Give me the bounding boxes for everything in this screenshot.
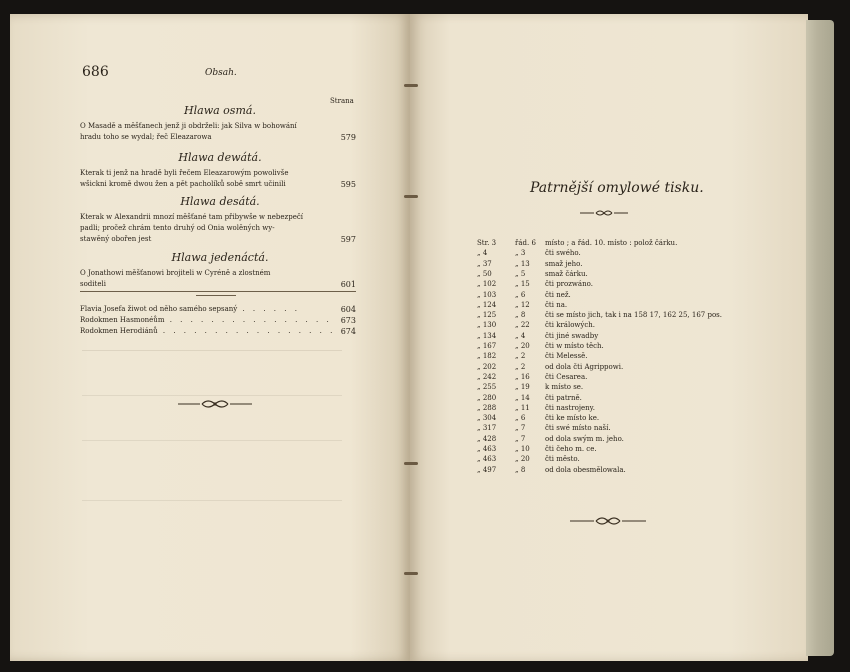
errata-page: „ 37	[477, 259, 492, 268]
errata-line: „ 10	[515, 445, 530, 453]
errata-row	[477, 259, 582, 269]
errata-correction: čti swého.	[545, 249, 581, 258]
column-label: Strana	[330, 97, 354, 105]
errata-line: „ 19	[515, 383, 530, 392]
toc-entry-label: Rodokmen Herodiánů	[80, 327, 158, 335]
errata-line: „ 2	[515, 362, 526, 371]
toc-entry-line: soditeli	[80, 280, 106, 288]
errata-page: „ 497	[477, 465, 497, 474]
errata-line: „ 4	[515, 331, 526, 340]
errata-correction: čti ke místo ke.	[545, 414, 600, 423]
running-head: Obsah.	[205, 68, 237, 78]
errata-page: „ 280	[477, 393, 497, 402]
errata-correction: čti patrně.	[545, 393, 582, 402]
errata-page: „ 428	[477, 434, 497, 443]
errata-correction: čti w místo těch.	[545, 342, 604, 350]
errata-title: Patrnější omylowé tisku.	[530, 180, 704, 196]
toc-entry-line: wšickni kromě dwou žen a pět pacholíků sobě smrt učinili	[80, 180, 286, 188]
errata-row	[477, 434, 624, 444]
errata-row	[477, 300, 567, 310]
toc-entry	[80, 168, 356, 190]
errata-page: „ 167	[477, 342, 497, 350]
toc-page-number: 604	[340, 305, 356, 314]
errata-correction: čti na.	[545, 300, 568, 309]
errata-row	[477, 310, 722, 320]
divider-rule	[196, 295, 236, 296]
errata-row	[477, 320, 595, 330]
errata-line: „ 12	[515, 300, 530, 309]
toc-entry-line: O Jonathowi měšťanowi brojiteli w Cyréně a zlostném	[80, 269, 271, 277]
toc-page-number: 597	[340, 235, 356, 244]
errata-correction: čti jiné swadby	[545, 331, 599, 340]
errata-line: „ 14	[515, 393, 530, 402]
errata-row	[477, 403, 595, 413]
errata-page: „ 134	[477, 331, 497, 340]
toc-entry-line: O Masadě a měšťanech jenž ji obdrželi: jak Silva w bohowání	[80, 122, 297, 130]
errata-correction: čti čeho m. ce.	[545, 445, 597, 453]
ornament-icon	[178, 398, 252, 410]
bleed-through	[82, 440, 342, 441]
errata-row	[477, 238, 677, 248]
errata-correction: smaž jeho.	[545, 259, 583, 268]
binding-stitch	[404, 84, 418, 87]
errata-line: „ 15	[515, 280, 530, 289]
toc-entry-line: Kterak ti jenž na hradě byli řečem Eleazarowým powolivše	[80, 169, 289, 177]
errata-correction: čti město.	[545, 455, 580, 464]
errata-row	[477, 331, 598, 341]
toc-entry: Flavia Josefa žiwot od něho samého sepsaný . . . . . . 604	[80, 305, 356, 314]
toc-page-number: 579	[340, 133, 356, 142]
errata-page: „ 103	[477, 290, 497, 299]
page-number: 686	[82, 64, 109, 80]
errata-correction: čti se místo jich, tak i na 158 17, 162 25, 167 pos.	[545, 311, 722, 320]
errata-row	[477, 393, 582, 403]
errata-line: „ 20	[515, 342, 530, 350]
errata-page: „ 4	[477, 249, 488, 258]
errata-line: „ 7	[515, 434, 526, 443]
errata-correction: smaž čárku.	[545, 269, 588, 278]
errata-row	[477, 290, 571, 300]
errata-row	[477, 423, 611, 433]
toc-entry-line: padli; pročež chrám tento druhý od Onia wolěných wy-	[80, 224, 275, 232]
errata-row	[477, 444, 597, 454]
binding-stitch	[404, 572, 418, 575]
bleed-through	[82, 500, 342, 501]
errata-page: „ 50	[477, 269, 492, 278]
errata-page: „ 102	[477, 280, 497, 289]
chapter-title: Hlawa osmá.	[184, 104, 256, 117]
errata-row	[477, 362, 623, 372]
chapter-title: Hlawa desátá.	[180, 195, 260, 208]
toc-entry-label: Rodokmen Hasmonéům	[80, 316, 165, 324]
errata-row	[477, 341, 604, 351]
errata-correction: k místo se.	[545, 383, 584, 392]
ornament-icon	[570, 515, 646, 527]
errata-page: „ 255	[477, 383, 497, 392]
errata-correction: čti než.	[545, 290, 571, 299]
errata-line: „ 7	[515, 424, 526, 433]
errata-page: „ 463	[477, 445, 497, 453]
errata-page: „ 317	[477, 424, 497, 433]
toc-entry-line: Kterak w Alexandrii mnozí měšťané tam přibywše w nebezpečí	[80, 213, 303, 221]
errata-row	[477, 351, 587, 361]
errata-line: řád. 6	[515, 239, 536, 247]
errata-line: „ 8	[515, 465, 526, 474]
errata-page: „ 202	[477, 362, 497, 371]
errata-correction: čti králowých.	[545, 321, 596, 330]
errata-line: „ 20	[515, 455, 530, 464]
errata-correction: čti swé místo naší.	[545, 424, 611, 433]
errata-correction: čti nastrojeny.	[545, 403, 595, 412]
chapter-title: Hlawa dewátá.	[178, 151, 262, 164]
errata-line: „ 3	[515, 249, 526, 258]
errata-row	[477, 248, 581, 258]
errata-row	[477, 372, 587, 382]
errata-row	[477, 269, 588, 279]
page-edge	[806, 20, 834, 656]
errata-correction: od dola čti Agrippowi.	[545, 362, 624, 371]
toc-page-number: 601	[340, 280, 356, 289]
toc-entry	[80, 268, 356, 290]
errata-correction: místo ; a řád. 10. místo : polož čárku.	[545, 239, 678, 247]
toc-entry: Rodokmen Hasmonéům . . . . . . . . . . . . . . . . 673	[80, 316, 356, 325]
errata-line: „ 22	[515, 321, 530, 330]
bleed-through	[82, 395, 342, 396]
errata-row	[477, 279, 593, 289]
chapter-title: Hlawa jedenáctá.	[171, 251, 269, 264]
binding-stitch	[404, 195, 418, 198]
binding-stitch	[404, 462, 418, 465]
errata-correction: od dola swým m. jeho.	[545, 434, 624, 443]
errata-page: „ 463	[477, 455, 497, 464]
errata-correction: čti Cesarea.	[545, 372, 588, 381]
errata-page: Str. 3	[477, 239, 497, 247]
errata-line: „ 2	[515, 352, 526, 361]
ornament-icon	[580, 208, 628, 218]
errata-line: „ 11	[515, 403, 530, 412]
toc-page-number: 673	[340, 316, 356, 325]
toc-entry	[80, 121, 356, 143]
errata-line: „ 6	[515, 414, 526, 423]
toc-entry-line: hradu toho se wydal; řeč Eleazarowa	[80, 133, 212, 141]
errata-correction: čti prozwáno.	[545, 280, 593, 289]
errata-line: „ 6	[515, 290, 526, 299]
errata-row	[477, 413, 599, 423]
errata-page: „ 288	[477, 403, 497, 412]
toc-page-number: 674	[340, 327, 356, 336]
toc-entry: Rodokmen Herodiánů . . . . . . . . . . . . . . . . . 674	[80, 327, 356, 336]
errata-page: „ 304	[477, 414, 497, 423]
errata-page: „ 242	[477, 372, 497, 381]
errata-correction: čti Melessě.	[545, 352, 588, 361]
right-page	[410, 14, 808, 661]
errata-page: „ 125	[477, 311, 497, 320]
toc-entry-label: Flavia Josefa žiwot od něho samého sepsaný	[80, 305, 238, 313]
errata-row	[477, 382, 583, 392]
errata-page: „ 182	[477, 352, 497, 361]
errata-line: „ 13	[515, 259, 530, 268]
errata-line: „ 8	[515, 311, 526, 320]
errata-row	[477, 454, 580, 464]
toc-entry	[80, 212, 356, 245]
errata-line: „ 5	[515, 269, 526, 278]
errata-page: „ 130	[477, 321, 497, 330]
bleed-through	[82, 350, 342, 351]
divider-rule	[80, 291, 356, 292]
toc-page-number: 595	[340, 180, 356, 189]
errata-correction: od dola obesmělowala.	[545, 465, 626, 474]
errata-row	[477, 465, 626, 475]
toc-entry-line: stawěný obořen jest	[80, 235, 152, 243]
errata-line: „ 16	[515, 372, 530, 381]
errata-page: „ 124	[477, 300, 497, 309]
